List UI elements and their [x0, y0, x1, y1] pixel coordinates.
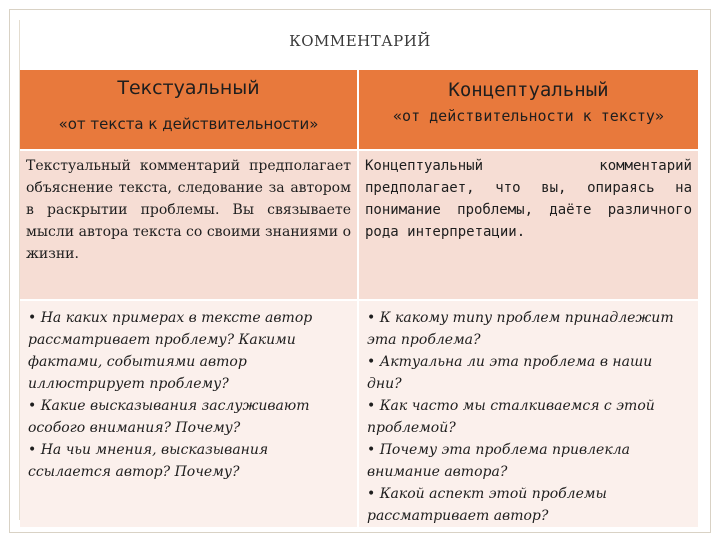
list-item: • Какой аспект этой проблемы рассматривает автор?: [367, 486, 607, 524]
cell-textual-questions: [20, 300, 358, 527]
list-item: • На чьи мнения, высказывания ссылается автор? Почему?: [28, 442, 269, 480]
list-item: • Как часто мы сталкиваемся с этой проблемой?: [367, 398, 655, 436]
conceptual-questions-list: [367, 307, 690, 527]
textual-questions-list: [28, 307, 349, 483]
table-row-description: [20, 150, 698, 300]
header-conceptual-subtitle: «от действительности к тексту»: [393, 107, 664, 125]
table-row-questions: [20, 300, 698, 527]
cell-textual-description: [20, 150, 358, 300]
list-item: • На каких примерах в тексте автор рассматривает проблему? Какими фактами, событиями автор иллюстрирует проблему?: [28, 310, 313, 392]
cell-conceptual-questions: [358, 300, 698, 527]
list-item: • Какие высказывания заслуживают особого внимания? Почему?: [28, 398, 310, 436]
textual-description-text: Текстуальный комментарий предполагает объяснение текста, следование за автором в раскрытии проблемы. Вы связываете мысли автора текста со своими знаниями о жизни.: [26, 158, 351, 262]
list-item: • К какому типу проблем принадлежит эта проблема?: [367, 310, 674, 348]
conceptual-description-text: Концептуальный комментарий предполагает, что вы, опираясь на понимание проблемы, даёте различного рода интерпретации.: [365, 158, 692, 240]
table-header-row: [20, 70, 698, 150]
header-textual-subtitle: «от текста к действительности»: [58, 115, 319, 133]
slide-title: КОММЕНТАРИЙ: [289, 32, 431, 50]
comparison-table: [20, 70, 698, 527]
header-textual: [20, 70, 358, 150]
header-conceptual-title: Концептуальный: [448, 79, 609, 101]
list-item: • Актуальна ли эта проблема в наши дни?: [367, 354, 653, 392]
list-item: • Почему эта проблема привлекла внимание автора?: [367, 442, 630, 480]
cell-conceptual-description: [358, 150, 698, 300]
decorative-side-line: [11, 20, 20, 520]
header-textual-title: Текстуальный: [117, 77, 260, 99]
header-conceptual: [358, 70, 698, 150]
